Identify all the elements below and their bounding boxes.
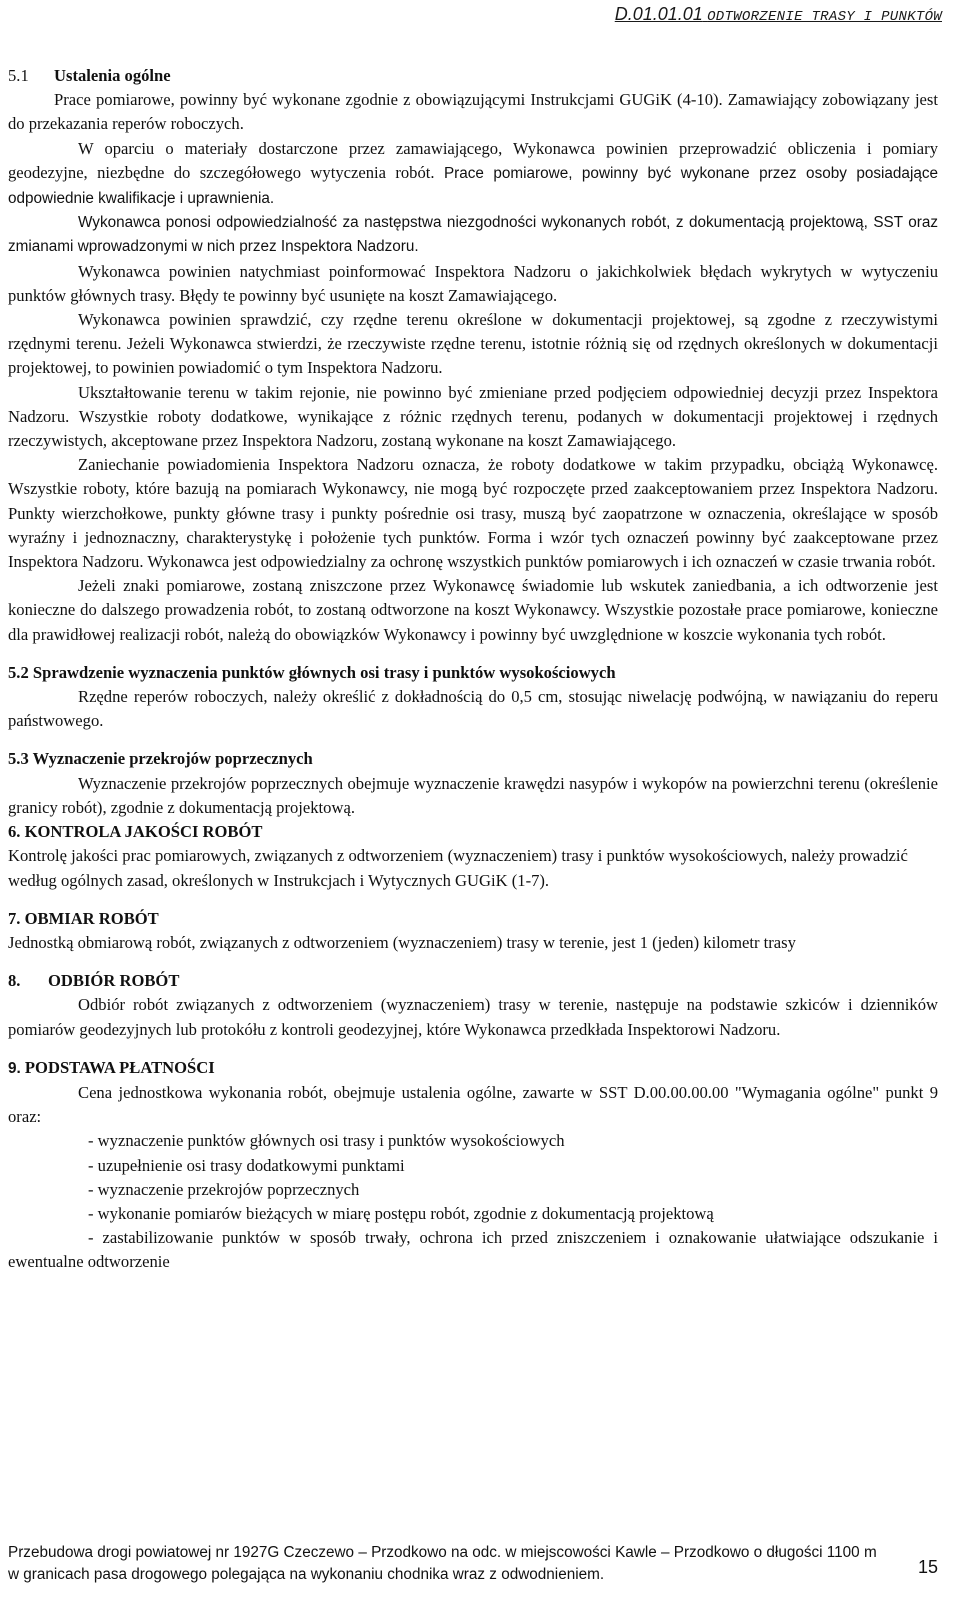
paragraph: Odbiór robót związanych z odtworzeniem (wyznaczeniem) trasy w terenie, następuje na podstawie szkiców i dzienników pomiarów geodezyjnych lub protokółu z kontroli geodezyjnej, które Wykonawca przedkłada Inspektorowi Nadzoru. — [8, 995, 938, 1039]
spacer — [8, 893, 938, 907]
spacer — [8, 1042, 938, 1056]
paragraph: Jeżeli znaki pomiarowe, zostaną zniszczone przez Wykonawcę świadomie lub wskutek zaniedbania, a ich odtworzenie jest konieczne do dalszego prowadzenia robót, to zostaną odtworzone na koszt Wykonawcy. Wszystkie pozostałe prace pomiarowe, konieczne dla prawidłowej realizacji robót, należą do obowiązków Wykonawcy i powinny być uwzględnione w koszcie wykonania tych robót. — [8, 576, 938, 644]
running-header — [615, 4, 942, 25]
section-number: 8. — [8, 971, 21, 991]
list-item-last: - zastabilizowanie punktów w sposób trwały, ochrona ich przed zniszczeniem i oznakowanie ułatwiające odszukanie i ewentualne odtworzenie — [8, 1228, 938, 1272]
section-5-3-heading: 5.3 Wyznaczenie przekrojów poprzecznych — [8, 749, 313, 769]
page-number: 15 — [917, 1557, 938, 1577]
list-item: - wyznaczenie punktów głównych osi trasy i punktów wysokościowych — [88, 1131, 565, 1151]
section-8-heading — [8, 969, 938, 993]
paragraph: Cena jednostkowa wykonania robót, obejmuje ustalenia ogólne, zawarte w SST D.00.00.00.00 "Wymagania ogólne" punkt 9 oraz: — [8, 1082, 938, 1127]
section-title: ODBIÓR ROBÓT — [48, 971, 180, 991]
section-9-heading — [8, 1056, 938, 1081]
cost-items-list — [8, 1129, 938, 1226]
document-body — [8, 64, 938, 1275]
list-item: - uzupełnienie osi trasy dodatkowymi punktami — [88, 1155, 405, 1175]
footer-text: Przebudowa drogi powiatowej nr 1927G Czeczewo – Przodkowo na odc. w miejscowości Kawle – Przodkowo o długości 1100 m w granicach pasa drogowego polegająca na wykonaniu chodnika wraz z odwodnieniem. — [8, 1544, 877, 1583]
paragraph: Wykonawca ponosi odpowiedzialność za następstwa niezgodności wykonanych robót, z dokumentacją projektową, SST oraz zmianami wprowadzonymi w nich przez Inspektora Nadzoru. — [8, 214, 938, 256]
paragraph: Wyznaczenie przekrojów poprzecznych obejmuje wyznaczenie krawędzi nasypów i wykopów na powierzchni terenu (określenie granicy robót), zgodnie z dokumentacją projektową. — [8, 773, 938, 817]
list-item: - wyznaczenie przekrojów poprzecznych — [88, 1179, 360, 1199]
section-7-heading: 7. OBMIAR ROBÓT — [8, 908, 159, 928]
paragraph: Wykonawca powinien natychmiast poinformować Inspektora Nadzoru o jakichkolwiek błędach wykrytych w wytyczeniu punktów głównych trasy. Błędy te powinny być usunięte na koszt Zamawiającego. — [8, 261, 938, 305]
spec-code: D.01.01.01 — [614, 4, 703, 24]
paragraph: Wykonawca powinien sprawdzić, czy rzędne terenu określone w dokumentacji projektowej, są zgodne z rzeczywistymi rzędnymi terenu. Jeżeli Wykonawca stwierdzi, że rzeczywiste rzędne terenu, istotnie różnią się od rzędnych określonych w dokumentacji projektowej, to powinien powiadomić o tym Inspektora Nadzoru. — [8, 310, 938, 378]
spacer — [8, 955, 938, 969]
section-5-2-heading: 5.2 Sprawdzenie wyznaczenia punktów głównych osi trasy i punktów wysokościowych — [8, 662, 616, 682]
paragraph: Zaniechanie powiadomienia Inspektora Nadzoru oznacza, że roboty dodatkowe w takim przypadku, obciążą Wykonawcę. Wszystkie roboty, które bazują na pomiarach Wykonawcy, nie mogą być rozpoczęte przed zaakceptowaniem przez Inspektora Nadzoru. Punkty wierzchołkowe, punkty główne trasy i punkty pośrednie osi trasy, muszą być zaopatrzone w oznaczenia, określające w sposób wyraźny i jednoznaczny, charakterystykę i położenie tych punktów. Forma i wzór tych oznaczeń powinny być zaakceptowane przez Inspektora Nadzoru. Wykonawca jest odpowiedzialny za ochronę wszystkich punktów pomiarowych i ich oznaczeń w czasie trwania robót. — [8, 455, 938, 572]
section-number: 5.1 — [8, 66, 29, 85]
section-title: PODSTAWA PŁATNOŚCI — [24, 1057, 215, 1077]
page-footer — [8, 1542, 938, 1586]
section-title: Ustalenia ogólne — [54, 66, 171, 85]
paragraph: Kontrolę jakości prac pomiarowych, związanych z odtworzeniem (wyznaczeniem) trasy i punktów wysokościowych, należy prowadzić według ogólnych zasad, określonych w Instrukcjach i Wytycznych GUGiK (1-7). — [8, 846, 908, 890]
spacer — [8, 647, 938, 661]
section-5-1-heading — [8, 64, 938, 88]
section-number: 9. — [8, 1059, 21, 1077]
spacer — [8, 733, 938, 747]
section-6-heading: 6. KONTROLA JAKOŚCI ROBÓT — [8, 822, 263, 842]
list-item: - wykonanie pomiarów bieżących w miarę postępu robót, zgodnie z dokumentacją projektową — [88, 1203, 714, 1223]
paragraph-part: W oparciu o materiały dostarczone przez zamawiającego, Wykonawca powinien przeprowadzić obliczenia i pomiary geodezyjne, niezbędne do szczegółowego wytyczenia robót. — [8, 138, 938, 182]
paragraph-part: Prace pomiarowe, powinny być wykonane przez osoby posiadające odpowiednie kwalifikacje i uprawnienia. — [8, 164, 939, 208]
paragraph: Rzędne reperów roboczych, należy określić z dokładnością do 0,5 cm, stosując niwelację podwójną, w nawiązaniu do reperu państwowego. — [8, 687, 938, 731]
paragraph — [8, 137, 938, 212]
paragraph: Ukształtowanie terenu w takim rejonie, nie powinno być zmieniane przed podjęciem odpowiedniej decyzji przez Inspektora Nadzoru. Wszystkie roboty dodatkowe, wynikające z różnic rzędnych terenu, podanych w dokumentacji projektowej i rzędnych rzeczywistych, akceptowane przez Inspektora Nadzoru, zostaną wykonane na koszt Zamawiającego. — [8, 382, 938, 451]
paragraph: Jednostką obmiarową robót, związanych z odtworzeniem (wyznaczeniem) trasy w terenie, jest 1 (jeden) kilometr trasy — [8, 932, 796, 952]
spec-title: ODTWORZENIE TRASY I PUNKTÓW — [707, 9, 942, 25]
paragraph: Prace pomiarowe, powinny być wykonane zgodnie z obowiązującymi Instrukcjami GUGiK (4-10). Zamawiający zobowiązany jest do przekazania reperów roboczych. — [8, 90, 938, 134]
